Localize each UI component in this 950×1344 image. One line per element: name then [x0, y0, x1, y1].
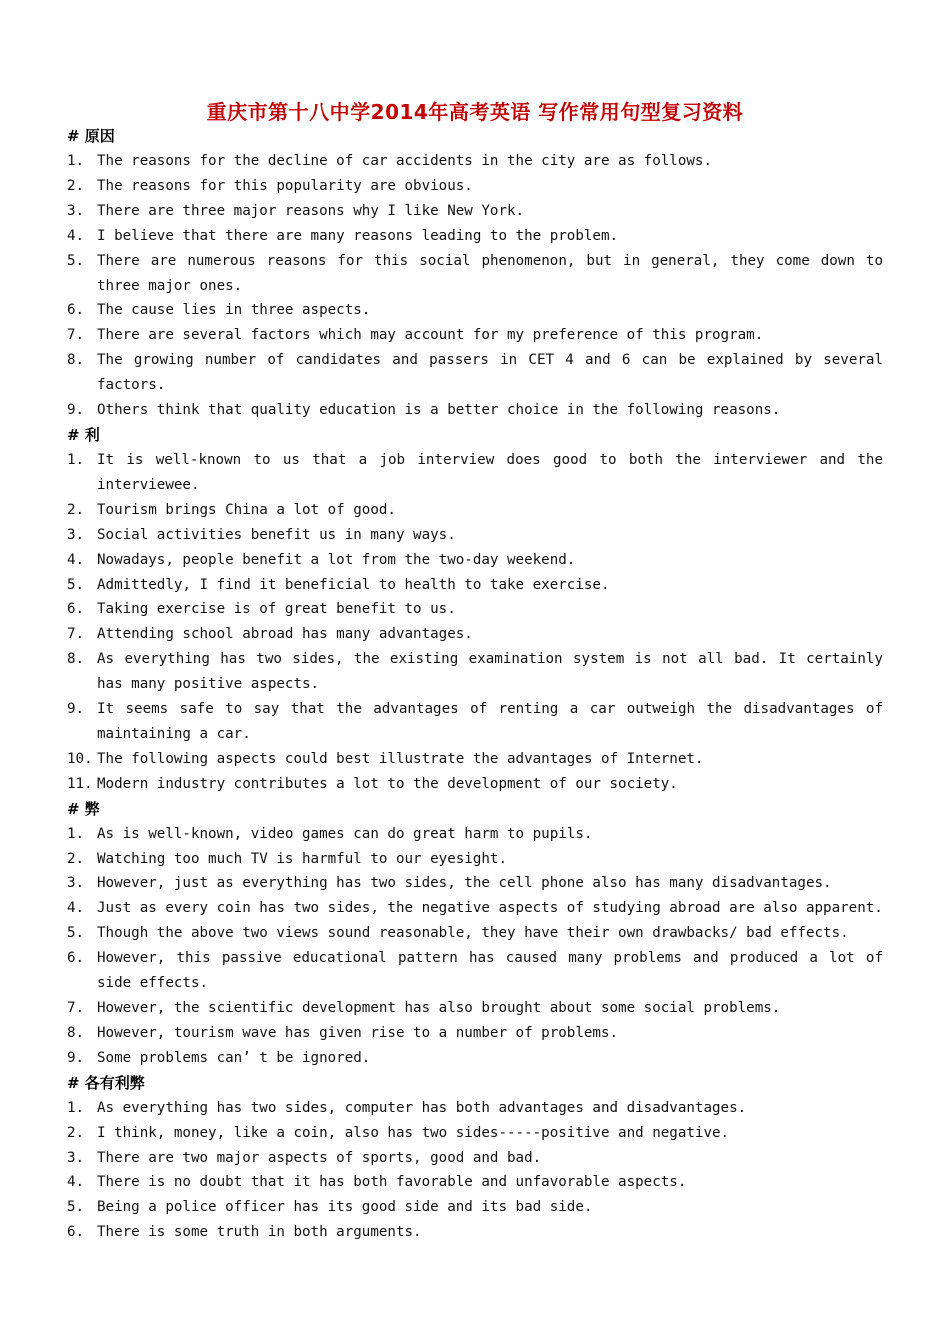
list-item [67, 597, 883, 622]
item-number: 10. [67, 750, 93, 767]
item-text: As everything has two sides, the existing examination system is not all bad. It certainly has many positive aspects. [97, 651, 883, 693]
item-number: 5. [67, 252, 85, 269]
item-number: 4. [67, 227, 85, 244]
item-text: Some problems can’ t be ignored. [97, 1049, 371, 1066]
item-number: 5. [67, 576, 85, 593]
section-4 [67, 1071, 883, 1245]
item-text: Though the above two views sound reasonable, they have their own drawbacks/ bad effects. [97, 925, 849, 942]
item-text: However, this passive educational pattern has caused many problems and produced a lot of side effects. [97, 950, 883, 992]
item-text: Modern industry contributes a lot to the development of our society. [97, 775, 678, 792]
item-number: 5. [67, 1199, 85, 1216]
item-number: 5. [67, 925, 85, 942]
list-item [67, 747, 883, 772]
item-text: It is well-known to us that a job interview does good to both the interviewer and the interviewee. [97, 451, 883, 493]
list-item [67, 946, 883, 996]
list-item [67, 174, 883, 199]
item-text: The reasons for the decline of car accidents in the city are as follows. [97, 153, 712, 169]
item-text: Taking exercise is of great benefit to us. [97, 601, 456, 618]
item-number: 4. [67, 900, 85, 917]
item-text: I think, money, like a coin, also has two sides-----positive and negative. [97, 1124, 730, 1141]
list-item [67, 398, 883, 423]
item-text: Tourism brings China a lot of good. [97, 501, 396, 518]
item-number: 7. [67, 1000, 85, 1016]
list-item [67, 199, 883, 224]
item-text: I believe that there are many reasons leading to the problem. [97, 227, 619, 244]
list-item [67, 772, 883, 797]
item-text: As is well-known, video games can do great harm to pupils. [97, 825, 593, 842]
list-item [67, 647, 883, 697]
document-body [67, 124, 883, 1245]
item-text: However, tourism wave has given rise to a number of problems. [97, 1024, 619, 1041]
item-number: 3. [67, 875, 85, 892]
item-number: 4. [67, 1174, 85, 1191]
section-2 [67, 423, 883, 797]
item-number: 8. [67, 1024, 85, 1041]
list-item [67, 249, 883, 299]
list-item [67, 1170, 883, 1195]
item-number: 2. [67, 1124, 85, 1141]
section-heading: # 各有利弊 [67, 1073, 145, 1092]
item-text: There is some truth in both arguments. [97, 1224, 422, 1241]
list-item [67, 298, 883, 323]
list-item [67, 224, 883, 249]
list-item [67, 1096, 883, 1121]
section-heading: # 利 [67, 425, 100, 444]
item-number: 1. [67, 451, 85, 468]
list-item [67, 996, 883, 1021]
item-text: The cause lies in three aspects. [97, 302, 371, 319]
list-item [67, 896, 883, 921]
item-text: Being a police officer has its good side and its bad side. [97, 1199, 593, 1216]
item-text: The following aspects could best illustrate the advantages of Internet. [97, 750, 704, 767]
list-item [67, 697, 883, 747]
list-item [67, 1195, 883, 1220]
item-text: Social activities benefit us in many ways. [97, 526, 456, 543]
list-item [67, 498, 883, 523]
list-item [67, 622, 883, 647]
item-number: 3. [67, 1149, 85, 1166]
item-number: 9. [67, 1049, 85, 1066]
item-text: Watching too much TV is harmful to our eyesight. [97, 850, 507, 867]
item-number: 11. [67, 775, 93, 792]
item-text: There are three major reasons why I like New York. [97, 202, 525, 219]
list-item [67, 1021, 883, 1046]
list-item [67, 1121, 883, 1146]
item-number: 3. [67, 526, 85, 543]
item-text: There is no doubt that it has both favorable and unfavorable aspects. [97, 1174, 687, 1191]
list-item [67, 149, 883, 174]
list-item [67, 822, 883, 847]
section-heading: # 弊 [67, 799, 100, 818]
document-title: 重庆市第十八中学2014年高考英语 写作常用句型复习资料 [206, 100, 744, 124]
section-heading: # 原因 [67, 127, 115, 145]
item-number: 6. [67, 950, 85, 967]
item-number: 2. [67, 501, 85, 518]
section-1 [67, 124, 883, 423]
item-number: 4. [67, 551, 85, 568]
item-text: The growing number of candidates and passers in CET 4 and 6 can be explained by several factors. [97, 352, 883, 394]
item-number: 8. [67, 651, 85, 668]
list-item [67, 573, 883, 598]
item-number: 1. [67, 825, 85, 842]
list-item [67, 921, 883, 946]
item-number: 6. [67, 302, 85, 319]
item-text: The reasons for this popularity are obvious. [97, 177, 473, 194]
item-text: Others think that quality education is a better choice in the following reasons. [97, 402, 781, 419]
item-text: Attending school abroad has many advantages. [97, 626, 473, 643]
item-number: 9. [67, 701, 85, 718]
item-text: It seems safe to say that the advantages of renting a car outweigh the disadvantages of maintaining a car. [97, 701, 883, 742]
list-item [67, 323, 883, 348]
item-number: 6. [67, 1224, 85, 1241]
item-text: As everything has two sides, computer has both advantages and disadvantages. [97, 1099, 747, 1116]
list-item [67, 1046, 883, 1071]
item-number: 1. [67, 153, 85, 169]
item-text: Just as every coin has two sides, the negative aspects of studying abroad are also apparent. [97, 900, 883, 917]
item-text: Admittedly, I find it beneficial to health to take exercise. [97, 576, 610, 593]
item-text: There are several factors which may account for my preference of this program. [97, 327, 764, 344]
item-text: However, just as everything has two sides, the cell phone also has many disadvantages. [97, 875, 832, 892]
item-number: 3. [67, 202, 85, 219]
list-item [67, 348, 883, 398]
list-item [67, 1146, 883, 1171]
item-number: 8. [67, 352, 85, 369]
item-number: 7. [67, 327, 85, 344]
item-number: 7. [67, 626, 85, 643]
list-item [67, 1220, 883, 1245]
item-number: 6. [67, 601, 85, 618]
item-number: 2. [67, 177, 85, 194]
item-text: There are numerous reasons for this social phenomenon, but in general, they come down to three major ones. [97, 252, 883, 294]
item-text: There are two major aspects of sports, good and bad. [97, 1149, 542, 1166]
item-number: 2. [67, 850, 85, 867]
list-item [67, 847, 883, 872]
list-item [67, 548, 883, 573]
item-number: 1. [67, 1099, 85, 1116]
item-text: Nowadays, people benefit a lot from the two-day weekend. [97, 551, 576, 568]
item-text: However, the scientific development has also brought about some social problems. [97, 1000, 781, 1016]
list-item [67, 448, 883, 498]
section-3 [67, 797, 883, 1071]
list-item [67, 871, 883, 896]
list-item [67, 523, 883, 548]
item-number: 9. [67, 402, 85, 419]
